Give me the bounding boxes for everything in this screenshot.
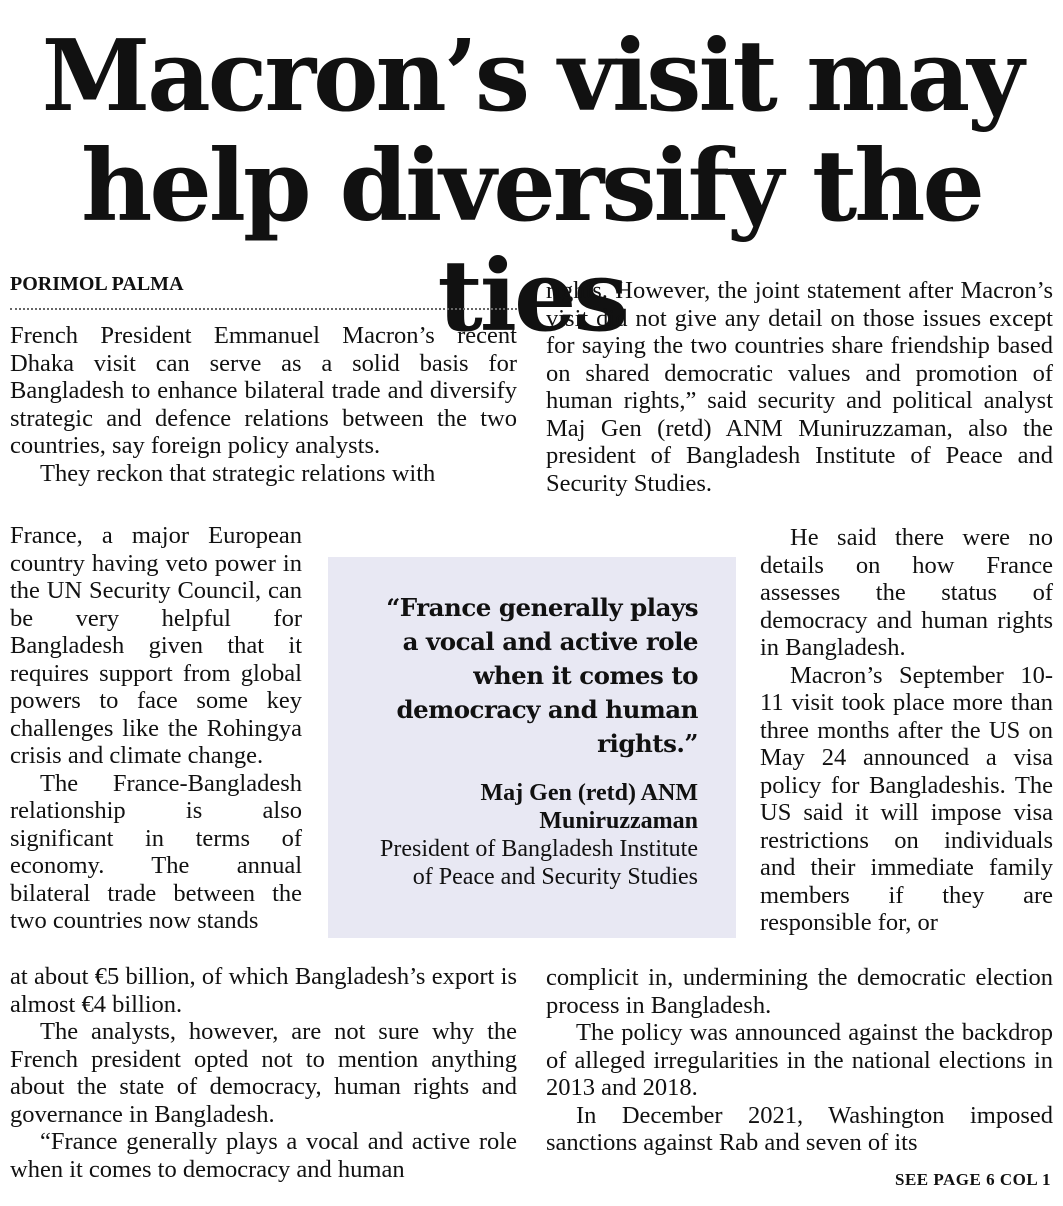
paragraph: rights. However, the joint statement after Macron’s visit did not give any detail on those issues except for saying the two countries share friendship based on shared democratic values and promotion of human rights,” said security and political analyst Maj Gen (retd) ANM Muniruzzaman, also the president of Bangladesh Institute of Peace and Security Studies. bbox=[546, 277, 1053, 497]
left-column-bottom bbox=[10, 963, 517, 1183]
paragraph: In December 2021, Washington imposed sanctions against Rab and seven of its bbox=[546, 1101, 1053, 1156]
right-column-bottom bbox=[546, 964, 1053, 1157]
left-column-top bbox=[10, 322, 517, 487]
right-column-narrow bbox=[760, 524, 1053, 937]
pull-quote-text: “France generally plays a vocal and active role when it comes to democracy and human rights.” bbox=[386, 593, 698, 758]
paragraph: French President Emmanuel Macron’s recent Dhaka visit can serve as a solid basis for Bangladesh to enhance bilateral trade and diversify strategic and defence relations between the two countries, say foreign policy analysts. bbox=[10, 322, 517, 459]
paragraph: “France generally plays a vocal and active role when it comes to democracy and human bbox=[10, 1128, 517, 1183]
paragraph: complicit in, undermining the democratic election process in Bangladesh. bbox=[546, 964, 1053, 1019]
headline-line-2: help diversify the ties bbox=[81, 129, 982, 354]
paragraph: Macron’s September 10-11 visit took place more than three months after the US on May 24 announced a visa policy for Bangladeshis. The US said it will impose visa restrictions on individuals and their immediate family members if they are responsible for, or bbox=[760, 661, 1053, 936]
paragraph: France, a major European country having veto power in the UN Security Council, can be very helpful for Bangladesh given that it requires support from global powers to face some key challenges like the Rohingya crisis and climate change. bbox=[10, 522, 302, 769]
paragraph: at about €5 billion, of which Bangladesh’s export is almost €4 billion. bbox=[10, 963, 517, 1018]
right-column-top bbox=[546, 277, 1053, 497]
byline: PORIMOL PALMA bbox=[10, 273, 184, 295]
pull-quote-attribution-name: Maj Gen (retd) ANM Muniruzzaman bbox=[480, 780, 698, 834]
left-column-narrow bbox=[10, 522, 302, 935]
paragraph: They reckon that strategic relations with bbox=[40, 459, 436, 487]
paragraph: He said there were no details on how France assesses the status of democracy and human rights in Bangladesh. bbox=[760, 524, 1053, 661]
jump-line: SEE PAGE 6 COL 1 bbox=[895, 1170, 1051, 1189]
paragraph: The France-Bangladesh relationship is also significant in terms of economy. The annual bilateral trade between the two countries now stands bbox=[10, 769, 302, 934]
headline-line-1: Macron’s visit may bbox=[41, 19, 1022, 134]
paragraph: The analysts, however, are not sure why the French president opted not to mention anything about the state of democracy, human rights and governance in Bangladesh. bbox=[10, 1018, 517, 1128]
pull-quote-box bbox=[328, 557, 736, 938]
pull-quote-attribution-title: President of Bangladesh Institute of Peace and Security Studies bbox=[380, 836, 698, 890]
paragraph: The policy was announced against the backdrop of alleged irregularities in the national elections in 2013 and 2018. bbox=[546, 1019, 1053, 1101]
byline-divider bbox=[10, 308, 517, 310]
pull-quote-content bbox=[368, 591, 698, 891]
